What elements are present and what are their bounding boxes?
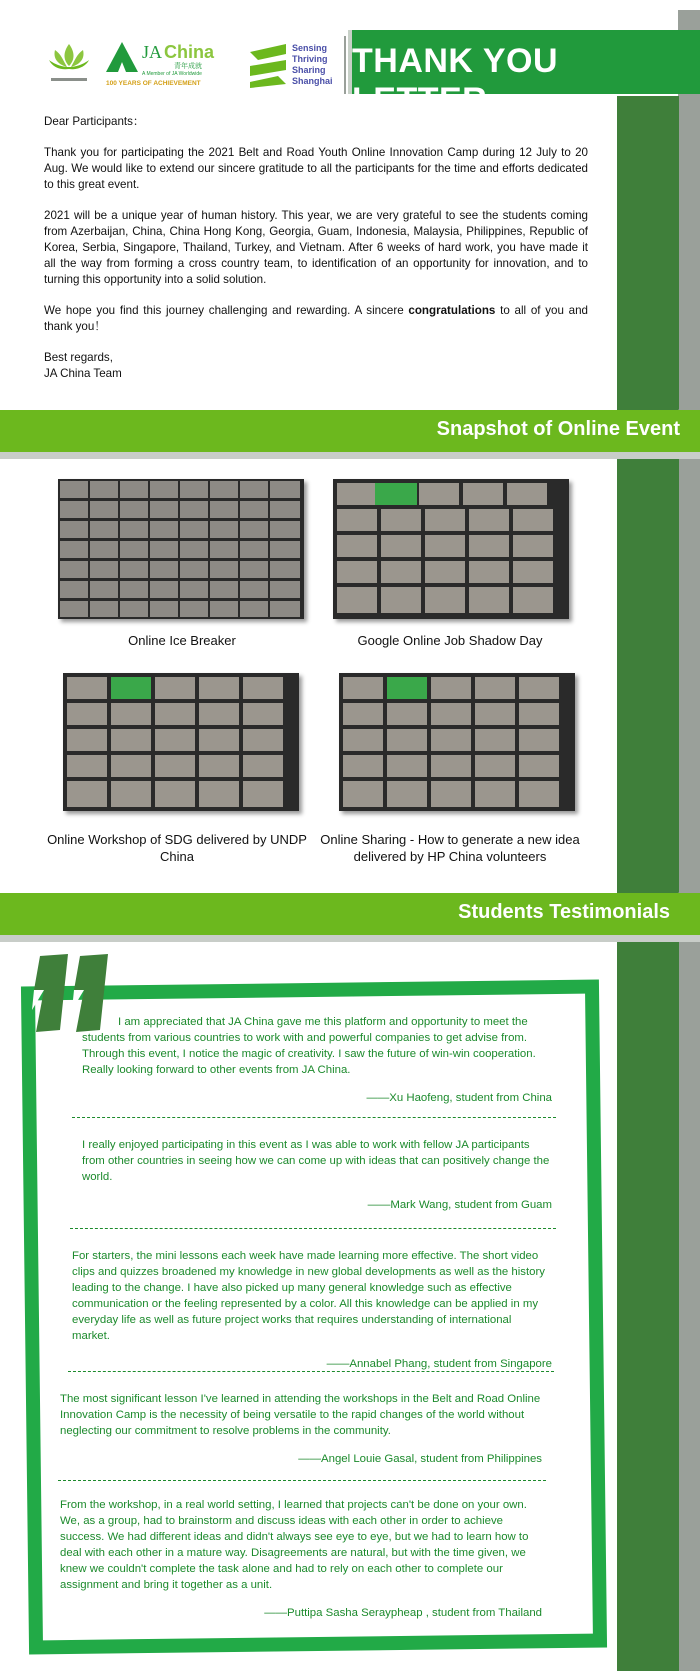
testimonial-1 (82, 1014, 552, 1106)
caption-job-shadow: Google Online Job Shadow Day (357, 633, 543, 648)
divider (72, 1117, 556, 1118)
logo-100-text: 100 YEARS OF ACHIEVEMENT (106, 80, 201, 87)
testimonial-author: ——Xu Haofeng, student from China (366, 1092, 552, 1104)
testimonial-4 (60, 1391, 542, 1467)
title-banner (352, 30, 700, 119)
right-gray-stripe (678, 10, 700, 1671)
caption-hp-sharing: Online Sharing - How to generate a new idea delivered by HP China volunteers (320, 832, 580, 864)
testimonial-author: ——Puttipa Sasha Seraypheap , student from Thailand (264, 1607, 542, 1619)
photo-sdg-workshop (63, 673, 299, 811)
logo-member-text: A Member of JA Worldwide (142, 71, 202, 77)
testimonials-heading: Students Testimonials (458, 901, 670, 923)
letter-paragraph-3 (44, 303, 588, 335)
closing: Best regards, (44, 351, 113, 364)
video-grid-4 (339, 673, 575, 811)
testimonial-author: ——Angel Louie Gasal, student from Philippines (298, 1453, 542, 1465)
right-green-stripe (617, 96, 679, 1671)
testimonial-3 (72, 1248, 552, 1372)
photo-hp-sharing (339, 673, 575, 811)
testimonial-text: I am appreciated that JA China gave me this platform and opportunity to meet the students from various countries to work with and powerful companies to get advise from. Through this event, I notice the magic of creativity. I saw the future of win-win cooperation. Really looking forward to other events from JA China. (82, 1016, 536, 1076)
testimonials-band-shadow (0, 935, 700, 942)
header (0, 0, 700, 119)
testimonial-author: ——Annabel Phang, student from Singapore (326, 1358, 552, 1370)
lotus-logo (45, 40, 93, 86)
letter-body (44, 114, 588, 382)
testimonial-text: I really enjoyed participating in this event as I was able to work with fellow JA participants from other countries in seeing how we can come up with ideas that can positively change the world. (82, 1139, 550, 1183)
photo-job-shadow (333, 479, 569, 619)
logo-sts-line-2: Thriving (292, 54, 328, 64)
logo-sts-line-3: Sharing (292, 65, 326, 75)
logo-cn-text: 青年成就 (174, 62, 202, 70)
logo-sts-line-1: Sensing (292, 43, 328, 53)
signature: JA China Team (44, 367, 122, 380)
page-title: THANK YOU LETTER (352, 42, 558, 119)
testimonial-text: The most significant lesson I've learned in attending the workshops in the Belt and Road Online Innovation Camp is the necessity of being versatile to the rapid changes of the world without neglecting our commitment to resolve problems in the community. (60, 1393, 541, 1437)
testimonials-band (0, 893, 700, 935)
p3-congratulations: congratulations (408, 304, 496, 317)
divider (68, 1371, 554, 1372)
logo-sts-line-4: Shanghai (292, 76, 333, 86)
sensing-shanghai-logo (248, 40, 343, 90)
logo-divider (344, 36, 346, 94)
testimonial-author: ——Mark Wang, student from Guam (367, 1199, 552, 1211)
testimonial-text: For starters, the mini lessons each week have made learning more effective. The short video clips and quizzes broadened my knowledge in new global developments as well as the history leading to the change. I have also picked up many general knowledge such as effective communication or the feeling represented by a color. All this knowledge can be applied in my everyday life as well as future project works that requires understanding of international market. (72, 1250, 545, 1342)
caption-sdg-workshop: Online Workshop of SDG delivered by UNDP China (47, 832, 307, 864)
divider (70, 1228, 556, 1229)
testimonial-2 (82, 1137, 552, 1213)
snapshot-band (0, 410, 700, 452)
testimonial-text: From the workshop, in a real world setting, I learned that projects can't be done on your own. We, as a group, had to brainstorm and discuss ideas with each other in order to achieve success. We had different ideas and didn't always see eye to eye, but we had to learn how to deal with each other in a mature way. Disagreements are natural, but with the time given, we knew we couldn't complete the task alone and had to rely on each other to complete our assignment and bring it together as a unit. (60, 1499, 529, 1591)
divider (58, 1480, 546, 1481)
band-corner-2 (678, 875, 700, 893)
letter-paragraph-1: Thank you for participating the 2021 Belt and Road Youth Online Innovation Camp during 12 July to 20 Aug. We would like to extend our sincere gratitude to all the participants for the time and efforts dedicated to this great event. (44, 146, 588, 191)
band-corner-1 (678, 392, 700, 410)
ja-china-logo (104, 40, 239, 90)
snapshot-band-shadow (0, 452, 700, 459)
p3-part-c: to all of you and thank you！ (44, 304, 588, 333)
video-grid-2 (333, 479, 569, 619)
p3-part-a: We hope you find this journey challenging and rewarding. A sincere (44, 304, 409, 317)
video-grid-3 (63, 673, 299, 811)
logo-china-text: China (164, 42, 215, 62)
testimonial-5 (60, 1497, 542, 1621)
greeting: Dear Participants： (44, 115, 145, 128)
letter-paragraph-2: 2021 will be a unique year of human history. This year, we are very grateful to see the students coming from Azerbaijan, China, China Hong Kong, Georgia, Guam, Indonesia, Malaysia, Philippines, Republic of Korea, Serbia, Singapore, Thailand, Turkey, and Vietnam. After 6 weeks of hard work, you have made it all the way from forming a cross country team, to identification of an opportunity for innovation, and to turning this opportunity into a solid solution. (44, 209, 588, 286)
photo-ice-breaker (58, 479, 304, 619)
logo-ja-text: JA (142, 42, 163, 62)
snapshot-heading: Snapshot of Online Event (436, 418, 680, 440)
caption-ice-breaker: Online Ice Breaker (128, 633, 236, 648)
video-grid-1 (58, 479, 304, 619)
